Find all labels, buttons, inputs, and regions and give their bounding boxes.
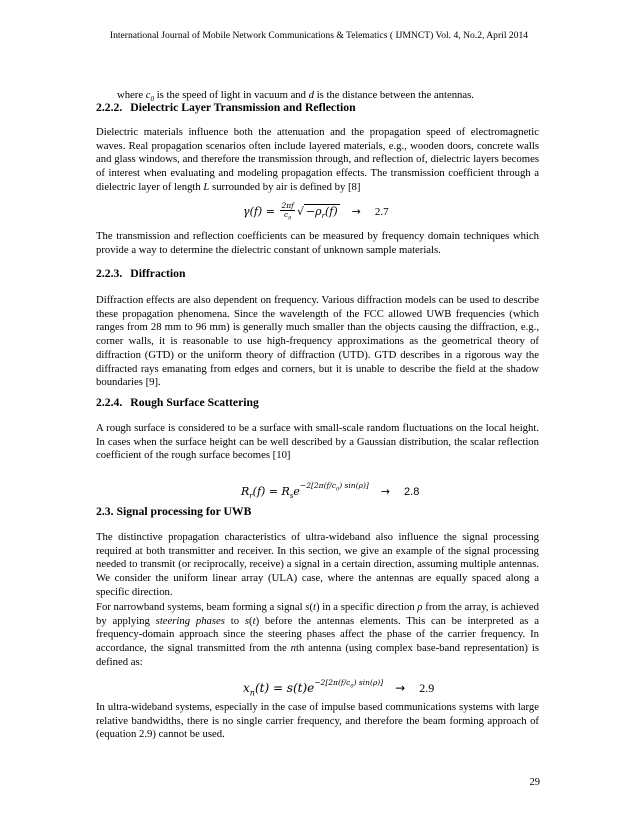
section-2-2-2-paragraph-1: Dielectric materials influence both the attenuation and the propagation speed of electromagnetic waves. Real propagation scenarios often include layered materials, e.g., wooden doors, concrete walls and glass windows, and therefore the transmission through, and reflection of, dielectric layers becomes of interest when evaluating and modeling propagation effects. The transmission coefficient through a dielectric layer of length L surrounded by air is defined by [8]: [96, 126, 539, 193]
section-2-3-heading-block: [96, 505, 539, 519]
equation-2-8: $R_r(f) = R_se^{-2[2\pi(f/c_0) sin(\rho)]} \to 2.8$: [241, 481, 420, 501]
equation-number: 2.9: [419, 681, 435, 695]
section-2-2-2-para2-block: [96, 230, 539, 257]
section-2-2-3-para-block: [96, 294, 539, 390]
section-heading-2-3: 2.3. Signal processing for UWB: [96, 505, 252, 518]
section-heading-2-2-3: 2.2.3. Diffraction: [96, 267, 186, 280]
intro-text-1: where: [117, 89, 146, 101]
d-symbol: d: [308, 89, 315, 101]
equation-2-7-sqrt: $-\rho_r(f)$: [305, 204, 338, 220]
steering-phases-term: steering phases: [155, 614, 225, 627]
intro-text-2: is the speed of light in vacuum and: [154, 89, 309, 101]
section-heading-2-2-4: 2.2.4. Rough Surface Scattering: [96, 396, 259, 409]
equation-2-7-lhs: γ(f) =: [243, 204, 279, 218]
equation-2-8-lhs: $R_r(f) = R_se$: [241, 485, 300, 501]
section-2-3-para2-block: [96, 601, 539, 670]
page-number: 29: [529, 777, 540, 788]
intro-text-3: is the distance between the antennas.: [314, 89, 474, 101]
section-2-2-3-paragraph: Diffraction effects are also dependent on frequency. Various diffraction models can be used to describe these propagation phenomena. Since the wavelength of the FCC allowed UWB frequencies (which ranges from 28 mm to 96 mm) is generally much smaller than the objects causing the diffraction, e.g., corner walls, it is reasonable to use high-frequency approximations as the geometrical theory of diffraction (GTD) or the uniform theory of diffraction (UTD). GTD describes in a rigorous way the diffracted rays emanating from edges and corners, but it is unable to describe the field at the shadow boundaries [9].: [96, 294, 539, 389]
section-number: 2.2.2.: [96, 101, 123, 114]
equation-2-9-exponent: −2[2π(f/c0) sin(ρ)]: [314, 678, 384, 690]
equation-2-7-fraction: $\frac{2\pi f}{c_0}$: [281, 201, 294, 222]
section-2-3-paragraph-2: For narrowband systems, beam forming a signal s(t) in a specific direction ρ from the array, is achieved by applying steering phases to s(t) before the antennas elements. This can be interpreted as a frequency-domain approach since the steering phases affect the phase of the carrier frequency. In accordance, the signal transmitted from the nth antenna (using complex base-band representation) is defined as:: [96, 601, 539, 668]
section-2-3-paragraph-3: In ultra-wideband systems, especially in the case of impulse based communications systems with large relative bandwidths, there is no single carrier frequency, and therefore the beam forming approach of (equation 2.9) cannot be used.: [96, 701, 539, 741]
section-2-2-4-heading-block: [96, 396, 539, 410]
equation-2-9-lhs: $x_n(t) = s(t)e$: [243, 681, 315, 698]
section-heading-2-2-2: [96, 101, 539, 115]
section-2-3-paragraph-1: The distinctive propagation characteristics of ultra-wideband also influence the signal processing required at both transmitter and receiver. In this section, we give an example of the signal processing needed to transmit (or reciprocally, receive) a signal in a certain direction, assuming multiple antennas. We consider the uniform linear array (ULA) case, where the antennas are equally spaced along a specific direction.: [96, 531, 539, 598]
equation-number: 2.7: [374, 205, 389, 218]
equation-2-9: $x_n(t) = s(t)e^{-2[2\pi(f/c_0) sin(\rho)]} \to 2.9$: [243, 678, 435, 698]
section-2-2-4-paragraph: A rough surface is considered to be a surface with small-scale random fluctuations on the local height. In cases when the surface height can be well described by a Gaussian distribution, the scalar reflection coefficient of the rough surface becomes [10]: [96, 422, 539, 462]
section-2-2-2-para1-block: [96, 126, 539, 195]
section-2-2-3-heading-block: [96, 267, 539, 281]
section-2-2-2-paragraph-2: The transmission and reflection coefficients can be measured by frequency domain techniques which provide a way to determine the dielectric constant of unknown sample materials.: [96, 230, 539, 256]
section-2-3-para1-block: [96, 531, 539, 600]
equation-2-7: γ(f) = $\frac{2\pi f}{c_0}$ √ $-\rho_r(f) \to 2.7$: [243, 201, 389, 222]
section-2-3-para3-block: [96, 701, 539, 742]
equation-2-8-exponent: −2[2π(f/c0) sin(ρ)]: [299, 481, 369, 493]
section-2-2-2-heading-block: [96, 101, 539, 115]
journal-header: International Journal of Mobile Network Communications & Telematics ( IJMNCT) Vol. 4, No.2, April 2014: [109, 30, 529, 41]
c0-symbol: $c_0$: [145, 89, 155, 104]
section-title: Dielectric Layer Transmission and Reflection: [130, 101, 356, 114]
equation-arrow: →: [351, 204, 361, 218]
section-2-2-4-para-block: [96, 422, 539, 463]
equation-number: 2.8: [404, 486, 420, 498]
